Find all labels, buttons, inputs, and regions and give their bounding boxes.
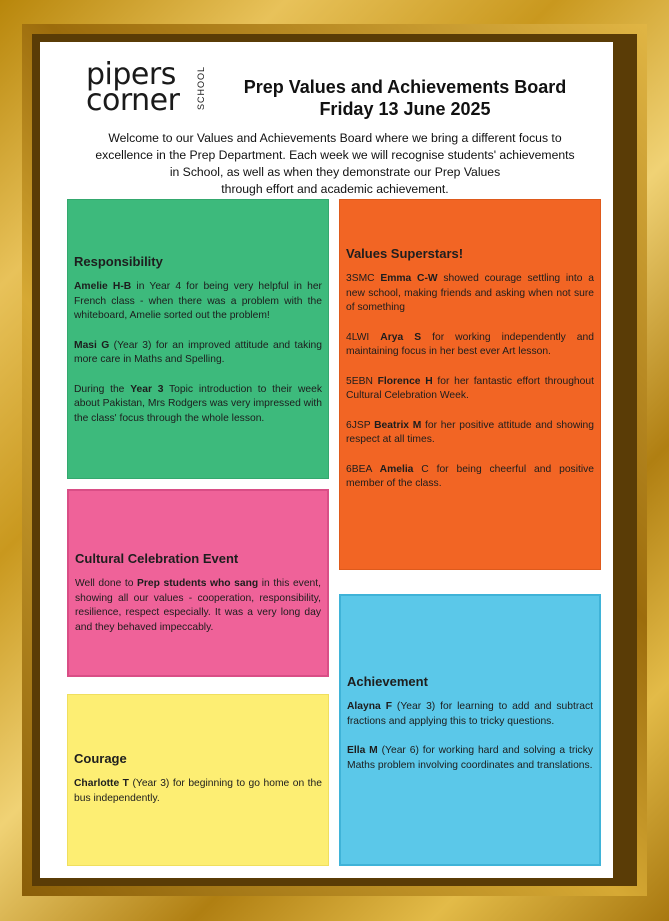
values-entry <box>346 463 594 492</box>
courage-heading: Courage <box>74 751 127 766</box>
responsibility-heading: Responsibility <box>74 254 163 269</box>
page-title <box>222 76 588 120</box>
logo-school-label: SCHOOL <box>196 66 206 111</box>
entry-text: (Year 3) for an improved attitude and taking more care in Maths and Spelling. <box>74 339 323 365</box>
entry-text: for her positive attitude and showing respect at all times. <box>346 419 594 445</box>
responsibility-entry <box>74 383 322 427</box>
year-group: Year 3 <box>130 383 164 395</box>
student-name: Alayna F <box>347 701 392 712</box>
entry-text: for working independently and maintaining focus in her best ever Art lesson. <box>346 331 594 357</box>
entry-text: for her fantastic effort throughout Cultural Celebration Week. <box>346 375 594 401</box>
values-entry <box>346 331 594 360</box>
class-code: 3SMC <box>346 273 381 284</box>
values-entry <box>346 375 594 404</box>
student-name: Masi G <box>74 339 110 351</box>
cultural-heading: Cultural Celebration Event <box>75 551 239 566</box>
courage-entry <box>74 777 322 806</box>
student-name: Amelia <box>379 463 414 475</box>
responsibility-panel <box>67 199 329 479</box>
student-name: Beatrix M <box>374 419 422 431</box>
class-code: 6JSP <box>346 419 375 431</box>
student-name: Emma C-W <box>380 273 438 284</box>
student-name: Ella M <box>347 745 378 756</box>
cultural-celebration-panel <box>67 489 329 677</box>
entry-text: in this event, showing all our values - cooperation, responsibility, resilience, respect especially. It was a very long day and they behaved impeccably. <box>75 578 321 633</box>
values-superstars-panel <box>339 199 601 570</box>
student-name: Charlotte T <box>74 778 129 789</box>
student-name: Amelie H-B <box>74 281 132 292</box>
entry-text: showed courage settling into a new school, making friends and asking when not sure of something <box>346 273 594 313</box>
entry-prefix: Well done to <box>75 578 138 589</box>
intro-line-3: in School, as well as when they demonstrate our Prep Values <box>169 165 501 179</box>
logo-wordmark <box>86 57 180 118</box>
student-name: Arya S <box>380 331 422 343</box>
title-date: Friday 13 June 2025 <box>319 99 491 119</box>
group-name: Prep students who sang <box>137 578 259 589</box>
logo-line-1: pipers <box>86 57 176 92</box>
achievement-entry <box>347 744 593 773</box>
title-line-1: Prep Values and Achievements Board <box>243 77 567 97</box>
entry-prefix: During the <box>74 383 131 395</box>
entry-text: in Year 4 for being very helpful in her French class - when there was a problem with the whiteboard, Amelie sorted out the problem! <box>74 281 322 321</box>
values-heading: Values Superstars! <box>346 246 464 261</box>
student-name: Florence H <box>377 375 433 387</box>
achievement-panel <box>339 594 601 866</box>
entry-text: C for being cheerful and positive member of the class. <box>346 463 594 489</box>
entry-text: (Year 3) for learning to add and subtract fractions and applying this to tricky questions. <box>347 701 593 727</box>
intro-text <box>70 130 600 198</box>
courage-panel <box>67 694 329 866</box>
intro-line-2: excellence in the Prep Department. Each week we will recognise students' achievements <box>95 148 575 162</box>
class-code: 5EBN <box>346 375 378 387</box>
responsibility-entry <box>74 280 322 324</box>
achievement-heading: Achievement <box>347 674 428 689</box>
responsibility-entry <box>74 339 322 368</box>
cultural-entry <box>75 577 321 635</box>
values-entry <box>346 419 594 448</box>
entry-text: (Year 3) for beginning to go home on the bus independently. <box>74 778 322 804</box>
intro-line-4: through effort and academic achievement. <box>221 182 449 196</box>
class-code: 4LWI <box>346 331 381 343</box>
entry-text: Topic introduction to their week about Pakistan, Mrs Rodgers was very impressed with the class' focus through the whole lesson. <box>74 383 322 424</box>
entry-text: (Year 6) for working hard and solving a tricky Maths problem involving coordinates and translations. <box>347 745 593 771</box>
class-code: 6BEA <box>346 463 380 475</box>
intro-line-1: Welcome to our Values and Achievements Board where we bring a different focus to <box>108 131 562 145</box>
values-entry <box>346 272 594 316</box>
school-logo <box>86 57 206 122</box>
achievement-entry <box>347 700 593 729</box>
logo-line-2: corner <box>86 83 180 118</box>
